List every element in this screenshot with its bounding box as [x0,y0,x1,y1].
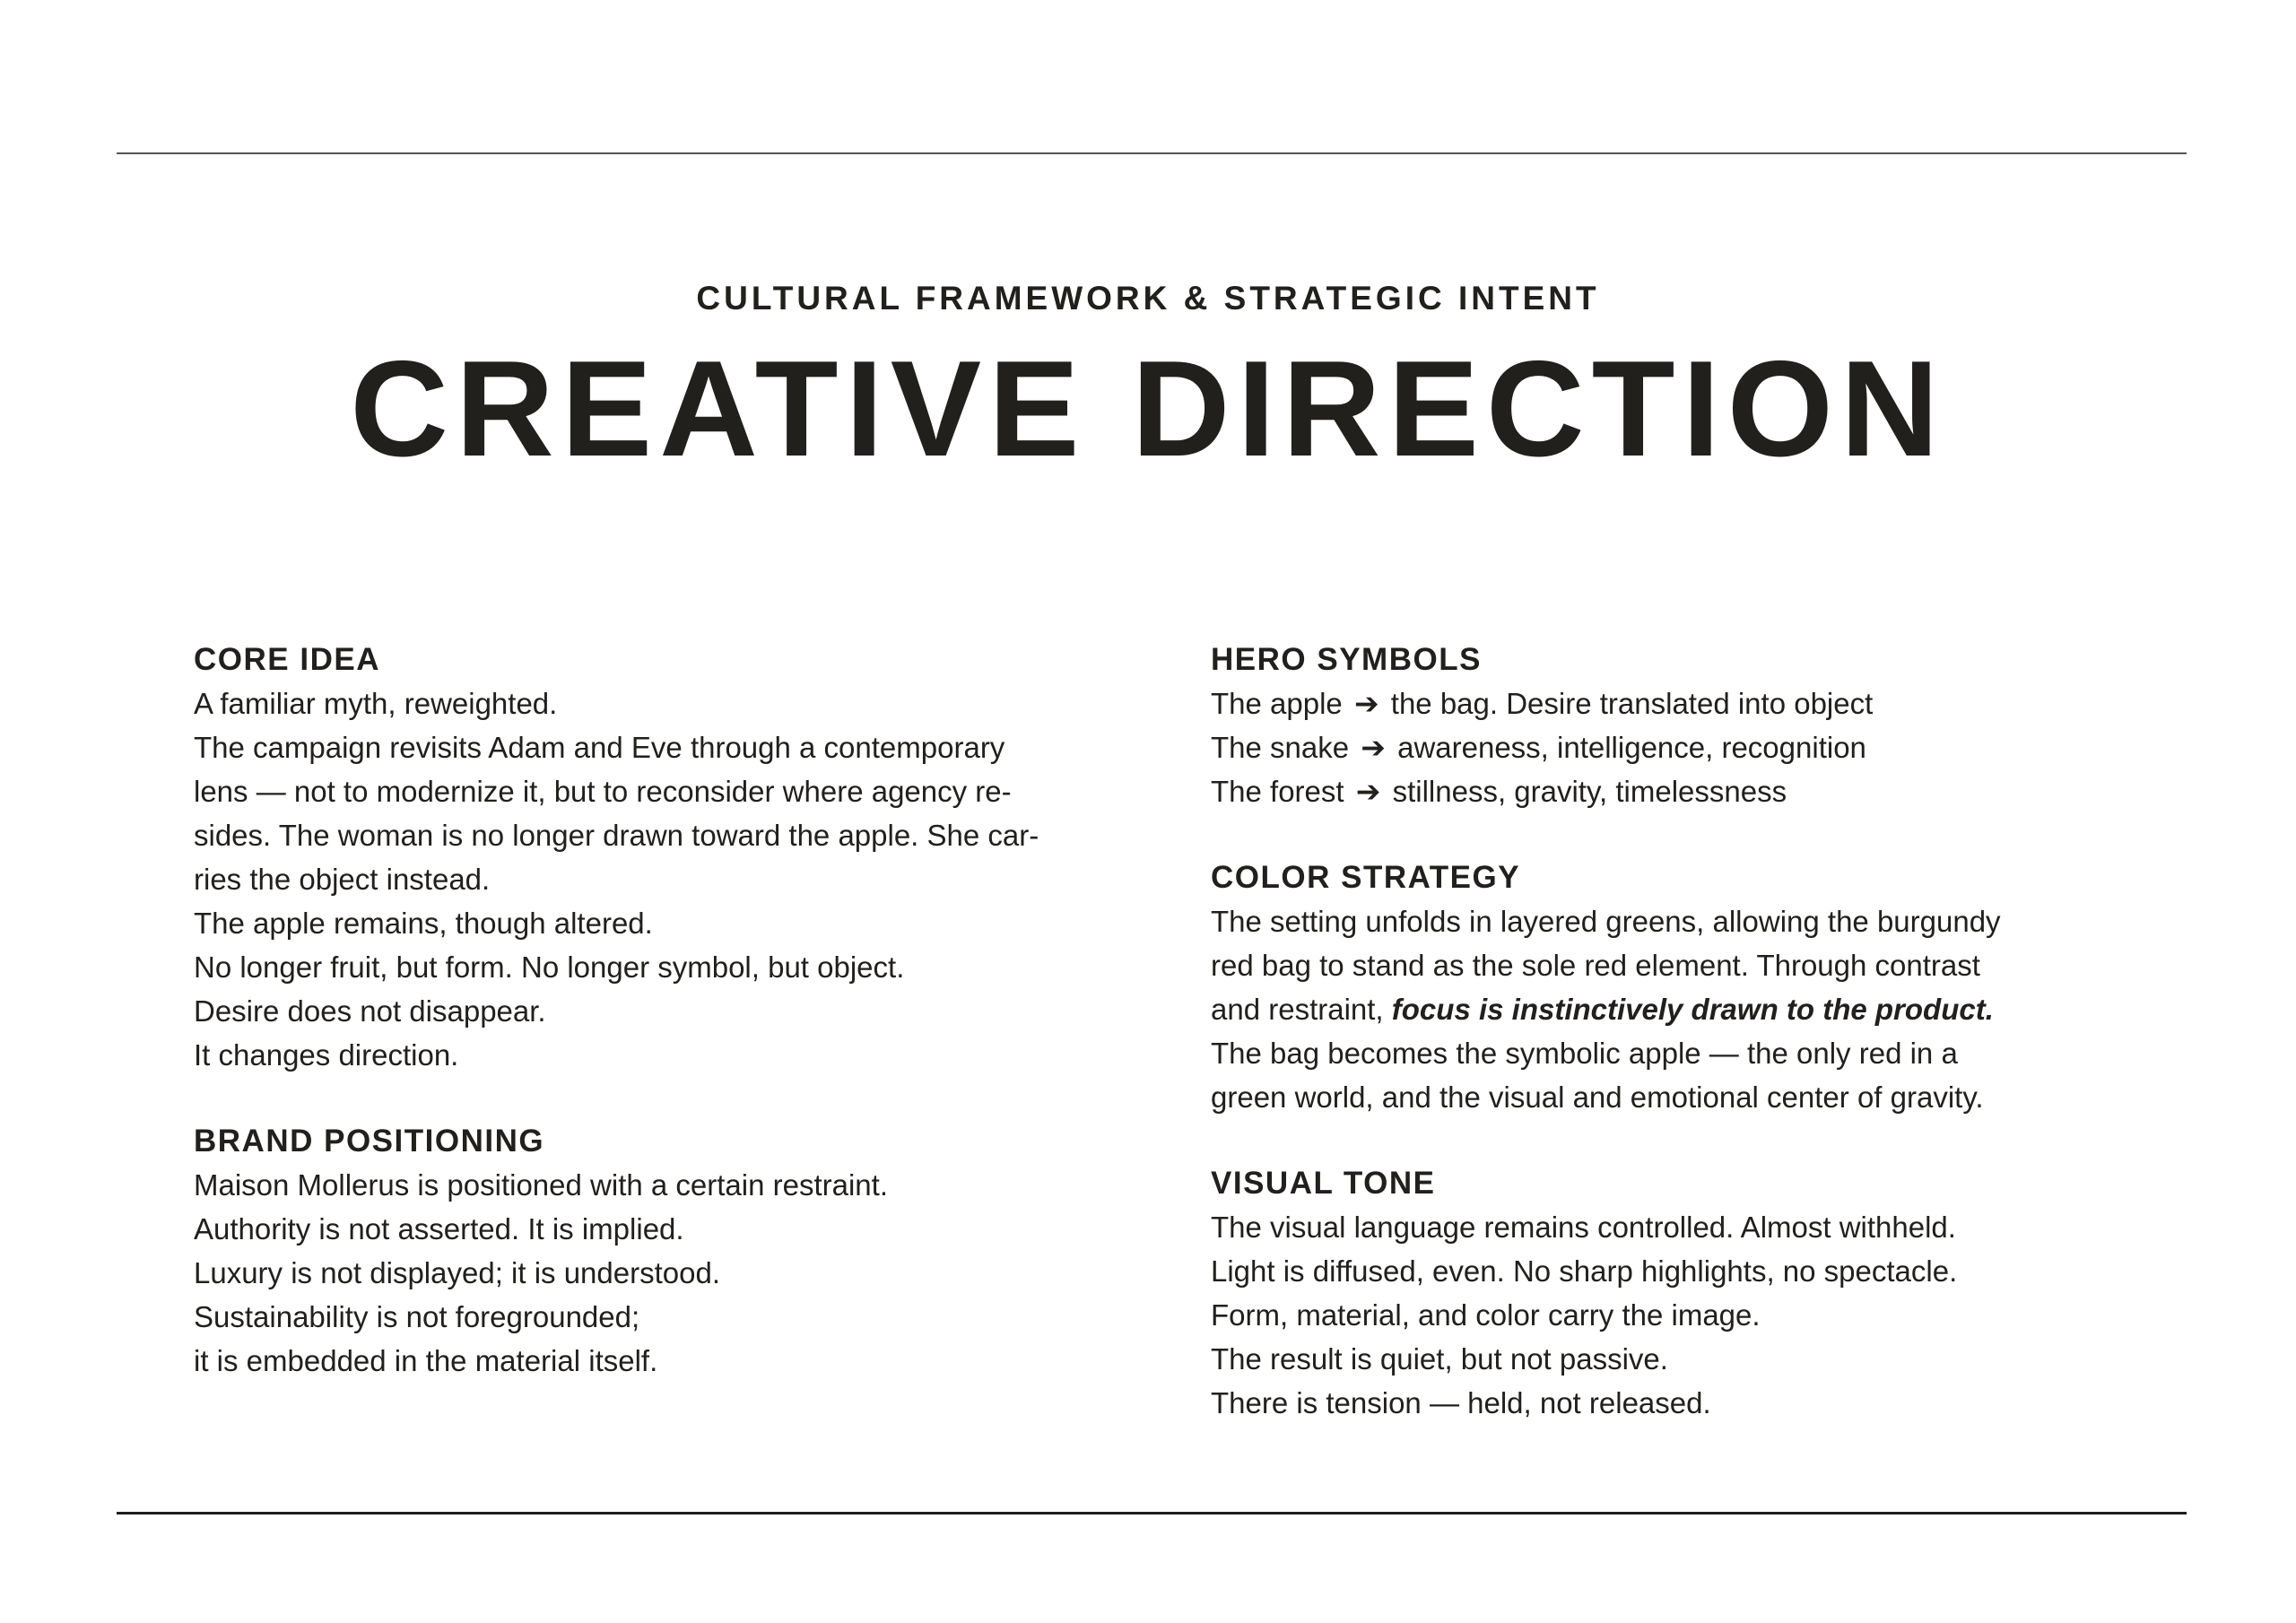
color-strategy-line: green world, and the visual and emotional center of gravity. [1211,1081,1984,1114]
core-idea-line: The campaign revisits Adam and Eve through a contemporary [194,731,1005,764]
hero-symbol-subject: The apple [1211,687,1343,720]
brand-positioning-line: Maison Mollerus is positioned with a certain restraint. [194,1168,889,1202]
brand-positioning-line: Luxury is not displayed; it is understood. [194,1256,720,1289]
top-divider [117,152,2187,154]
bottom-divider [117,1512,2187,1515]
core-idea-section [194,638,1100,1077]
color-strategy-line: red bag to stand as the sole red element. Through contrast [1211,949,1980,982]
hero-symbol-item [1211,681,2161,725]
core-idea-line: lens — not to modernize it, but to reconsider where agency re- [194,775,1012,808]
color-strategy-line: The bag becomes the symbolic apple — the only red in a [1211,1037,1958,1070]
core-idea-line: It changes direction. [194,1038,459,1072]
hero-symbols-heading: HERO SYMBOLS [1211,642,1482,677]
arrow-right-icon: ➔ [1361,731,1386,764]
color-strategy-heading: COLOR STRATEGY [1211,860,1521,895]
hero-symbol-subject: The snake [1211,731,1350,764]
hero-symbol-meaning: the bag. Desire translated into object [1390,687,1874,720]
brand-positioning-section [194,1120,1100,1383]
core-idea-heading: CORE IDEA [194,642,380,677]
arrow-right-icon: ➔ [1353,687,1379,720]
visual-tone-line: The result is quiet, but not passive. [1211,1342,1668,1376]
hero-symbol-meaning: stillness, gravity, timelessness [1392,775,1787,808]
brand-positioning-line: it is embedded in the material itself. [194,1344,658,1377]
left-column [194,638,1100,1426]
visual-tone-section [1211,1162,2161,1425]
color-strategy-section [1211,856,2161,1119]
page-eyebrow: CULTURAL FRAMEWORK & STRATEGIC INTENT [696,280,1600,317]
core-idea-line: sides. The woman is no longer drawn toward the apple. She car- [194,819,1039,852]
core-idea-line: No longer fruit, but form. No longer symbol, but object. [194,950,905,984]
visual-tone-line: Form, material, and color carry the image. [1211,1298,1761,1332]
visual-tone-line: There is tension — held, not released. [1211,1386,1711,1419]
page-title: CREATIVE DIRECTION [350,333,1946,485]
right-column [1211,638,2161,1468]
arrow-right-icon: ➔ [1355,775,1381,808]
brand-positioning-line: Authority is not asserted. It is implied. [194,1212,684,1245]
visual-tone-heading: VISUAL TONE [1211,1166,1436,1201]
core-idea-line: The apple remains, though altered. [194,907,653,940]
color-strategy-line [1211,987,2161,1031]
core-idea-line: A familiar myth, reweighted. [194,687,558,720]
hero-symbol-meaning: awareness, intelligence, recognition [1397,731,1866,764]
hero-symbol-item [1211,769,2161,813]
visual-tone-line: The visual language remains controlled. Almost withheld. [1211,1211,1956,1244]
brand-positioning-line: Sustainability is not foregrounded; [194,1300,640,1333]
visual-tone-line: Light is diffused, even. No sharp highlights, no spectacle. [1211,1254,1958,1288]
hero-symbol-item [1211,725,2161,769]
brand-positioning-heading: BRAND POSITIONING [194,1124,545,1159]
color-strategy-emphasis: focus is instinctively drawn to the product. [1391,993,1994,1026]
hero-symbol-subject: The forest [1211,775,1344,808]
core-idea-line: ries the object instead. [194,863,491,896]
color-strategy-line: The setting unfolds in layered greens, allowing the burgundy [1211,905,2001,938]
core-idea-line: Desire does not disappear. [194,994,546,1028]
hero-symbols-section [1211,638,2161,813]
color-strategy-line-prefix: and restraint, [1211,993,1392,1026]
